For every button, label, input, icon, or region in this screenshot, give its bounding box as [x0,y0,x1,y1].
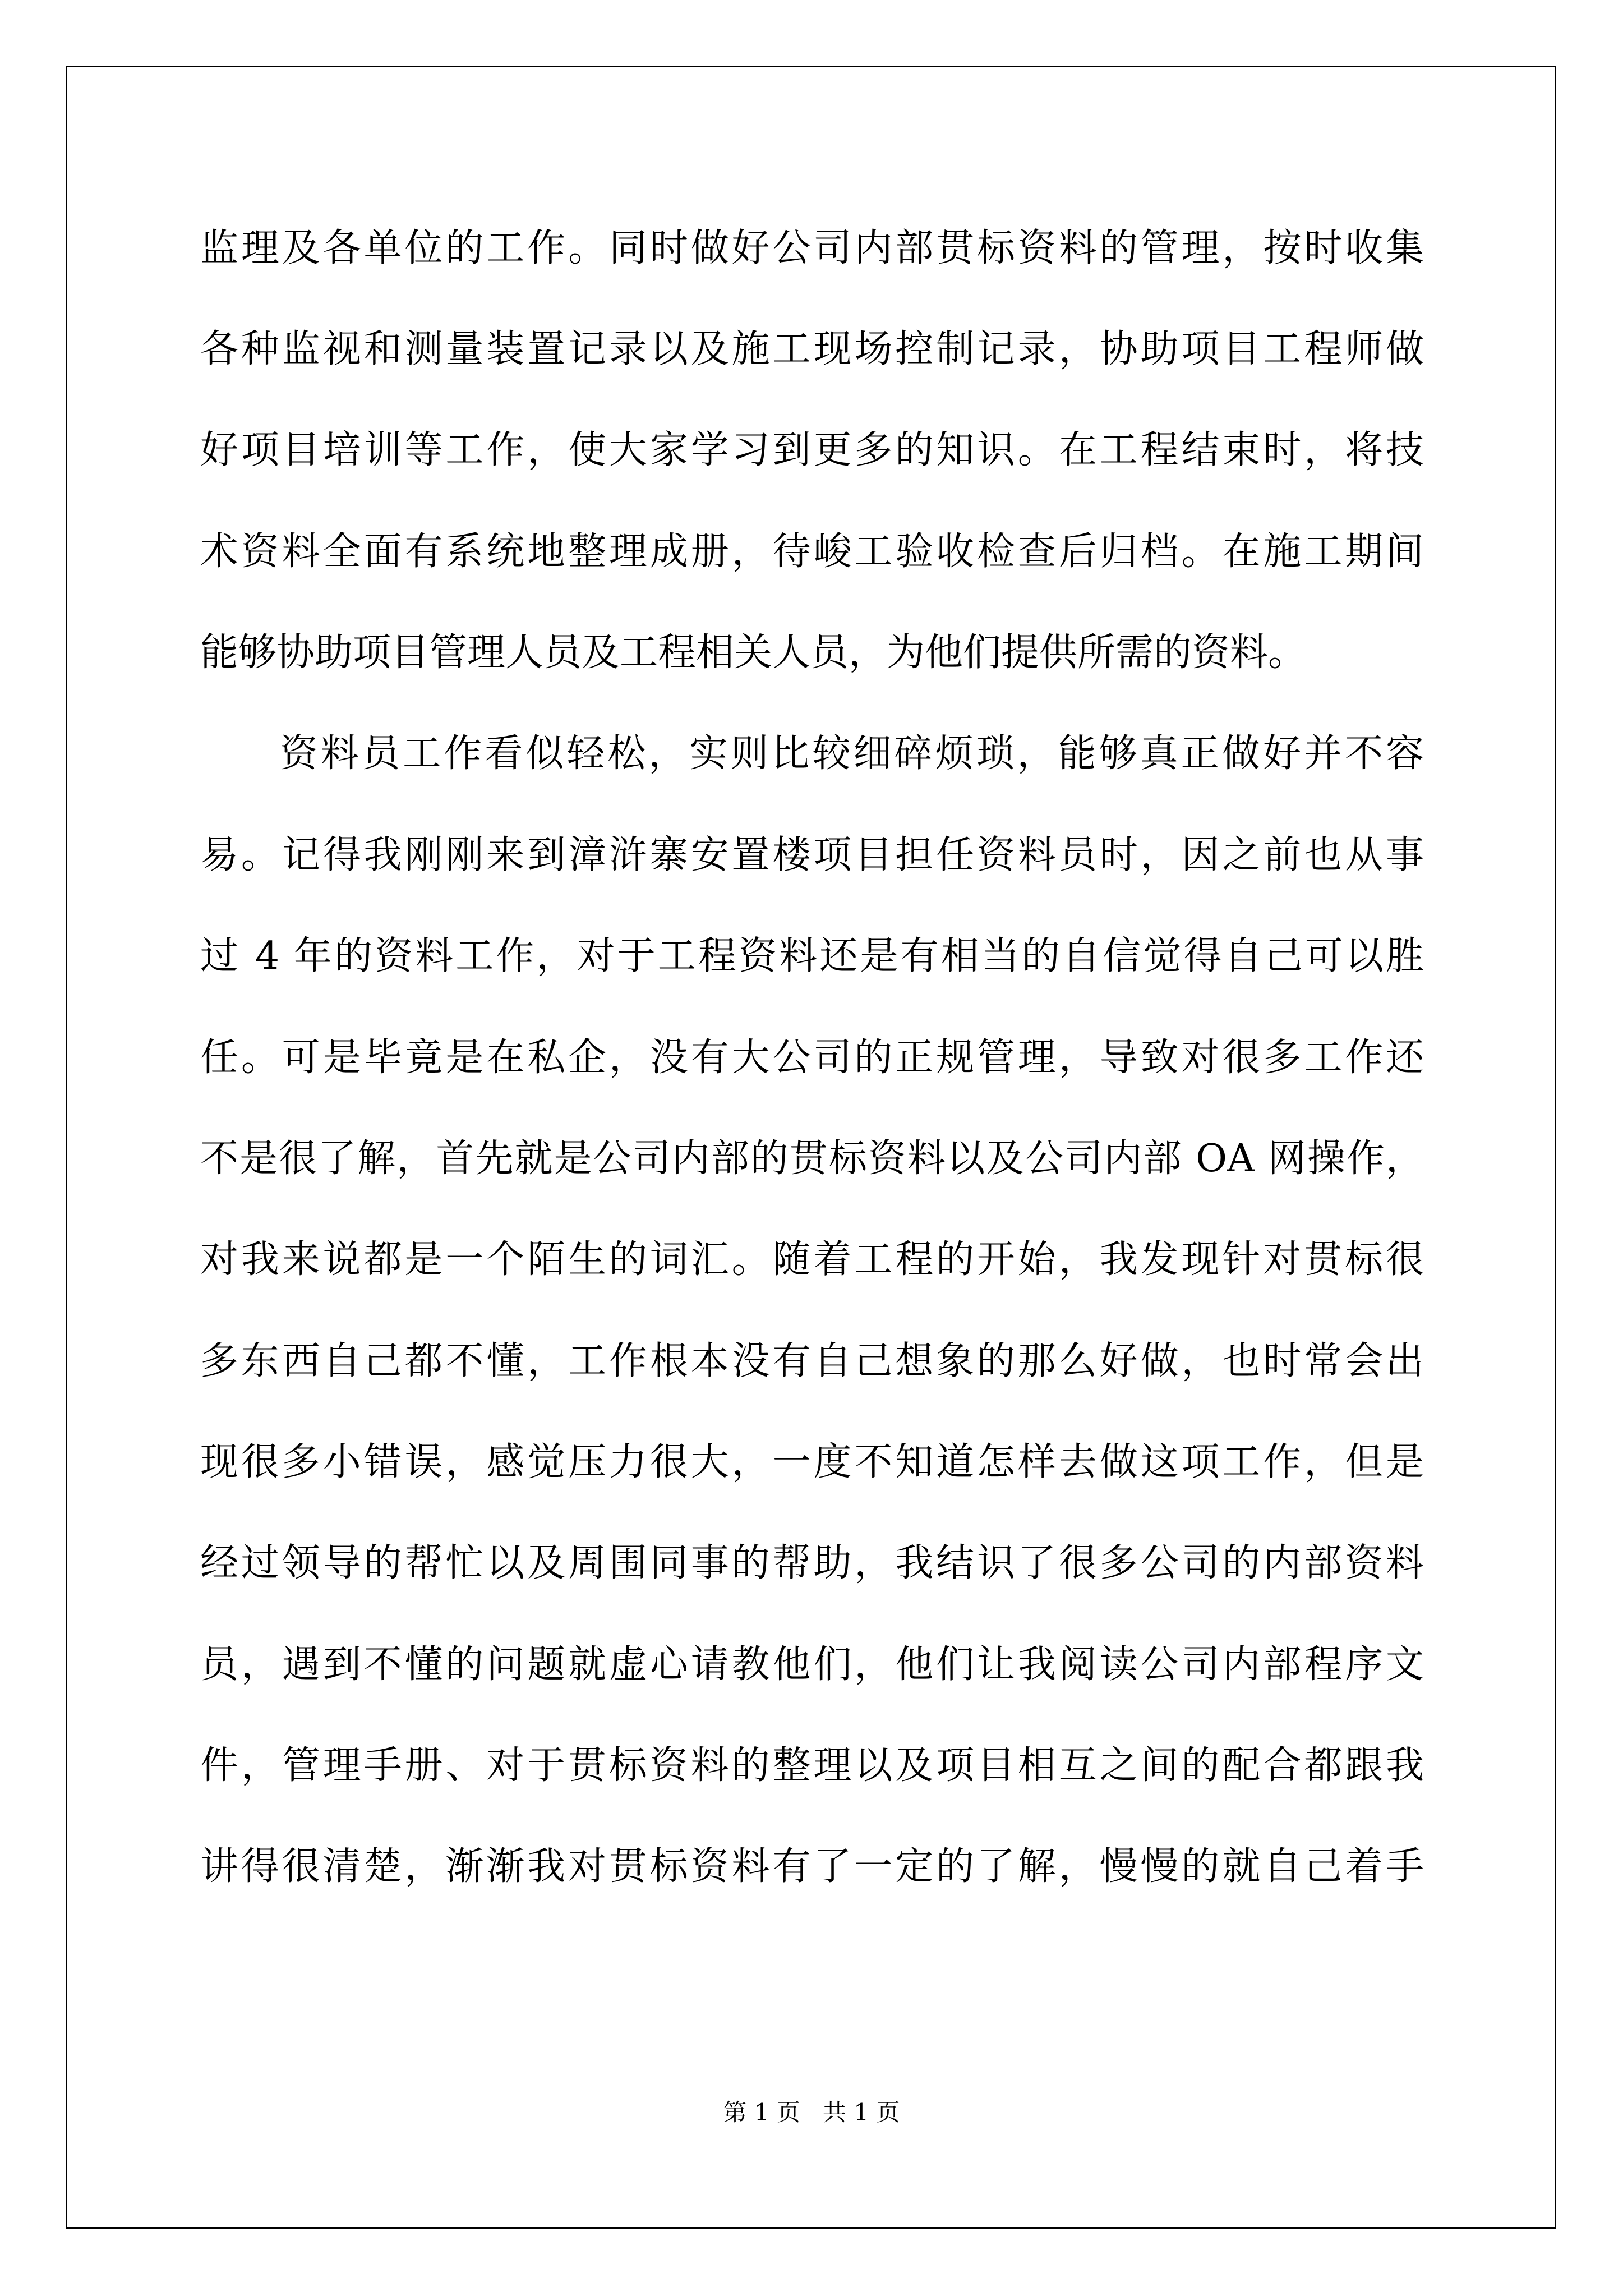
paragraph-2-line-7: 多东西自己都不懂，工作根本没有自己想象的那么好做，也时常会出 [200,1339,1424,1383]
paragraph-1-line-2: 各种监视和测量装置记录以及施工现场控制记录，协助项目工程师做 [200,327,1424,371]
paragraph-2-line-3: 过 4 年的资料工作，对于工程资料还是有相当的自信觉得自己可以胜 [200,934,1424,978]
paragraph-2-line-12: 讲得很清楚，渐渐我对贯标资料有了一定的了解，慢慢的就自己着手 [200,1844,1424,1889]
paragraph-1-line-4: 术资料全面有系统地整理成册，待峻工验收检查后归档。在施工期间 [200,530,1424,574]
paragraph-2-line-9: 经过领导的帮忙以及周围同事的帮助，我结识了很多公司的内部资料 [200,1541,1424,1585]
paragraph-1-line-5: 能够协助项目管理人员及工程相关人员，为他们提供所需的资料。 [200,631,1307,675]
paragraph-2-line-8: 现很多小错误，感觉压力很大，一度不知道怎样去做这项工作，但是 [200,1440,1424,1484]
paragraph-2-line-5: 不是很了解，首先就是公司内部的贯标资料以及公司内部 OA 网操作， [200,1137,1424,1181]
paragraph-1-line-3: 好项目培训等工作，使大家学习到更多的知识。在工程结束时，将技 [200,428,1424,472]
paragraph-2-line-6: 对我来说都是一个陌生的词汇。随着工程的开始，我发现针对贯标很 [200,1237,1424,1282]
paragraph-2-line-11: 件，管理手册、对于贯标资料的整理以及项目相互之间的配合都跟我 [200,1743,1424,1788]
page-number-footer: 第 1 页 共 1 页 [723,2099,900,2126]
paragraph-2-line-10: 员，遇到不懂的问题就虚心请教他们，他们让我阅读公司内部程序文 [200,1642,1424,1687]
paragraph-2-line-4: 任。可是毕竟是在私企，没有大公司的正规管理，导致对很多工作还 [200,1036,1424,1080]
paragraph-2-line-2: 易。记得我刚刚来到漳浒寨安置楼项目担任资料员时，因之前也从事 [200,833,1424,877]
paragraph-1-line-1: 监理及各单位的工作。同时做好公司内部贯标资料的管理，按时收集 [200,226,1424,270]
paragraph-2-line-1: 资料员工作看似轻松，实则比较细碎烦琐，能够真正做好并不容 [280,731,1424,776]
